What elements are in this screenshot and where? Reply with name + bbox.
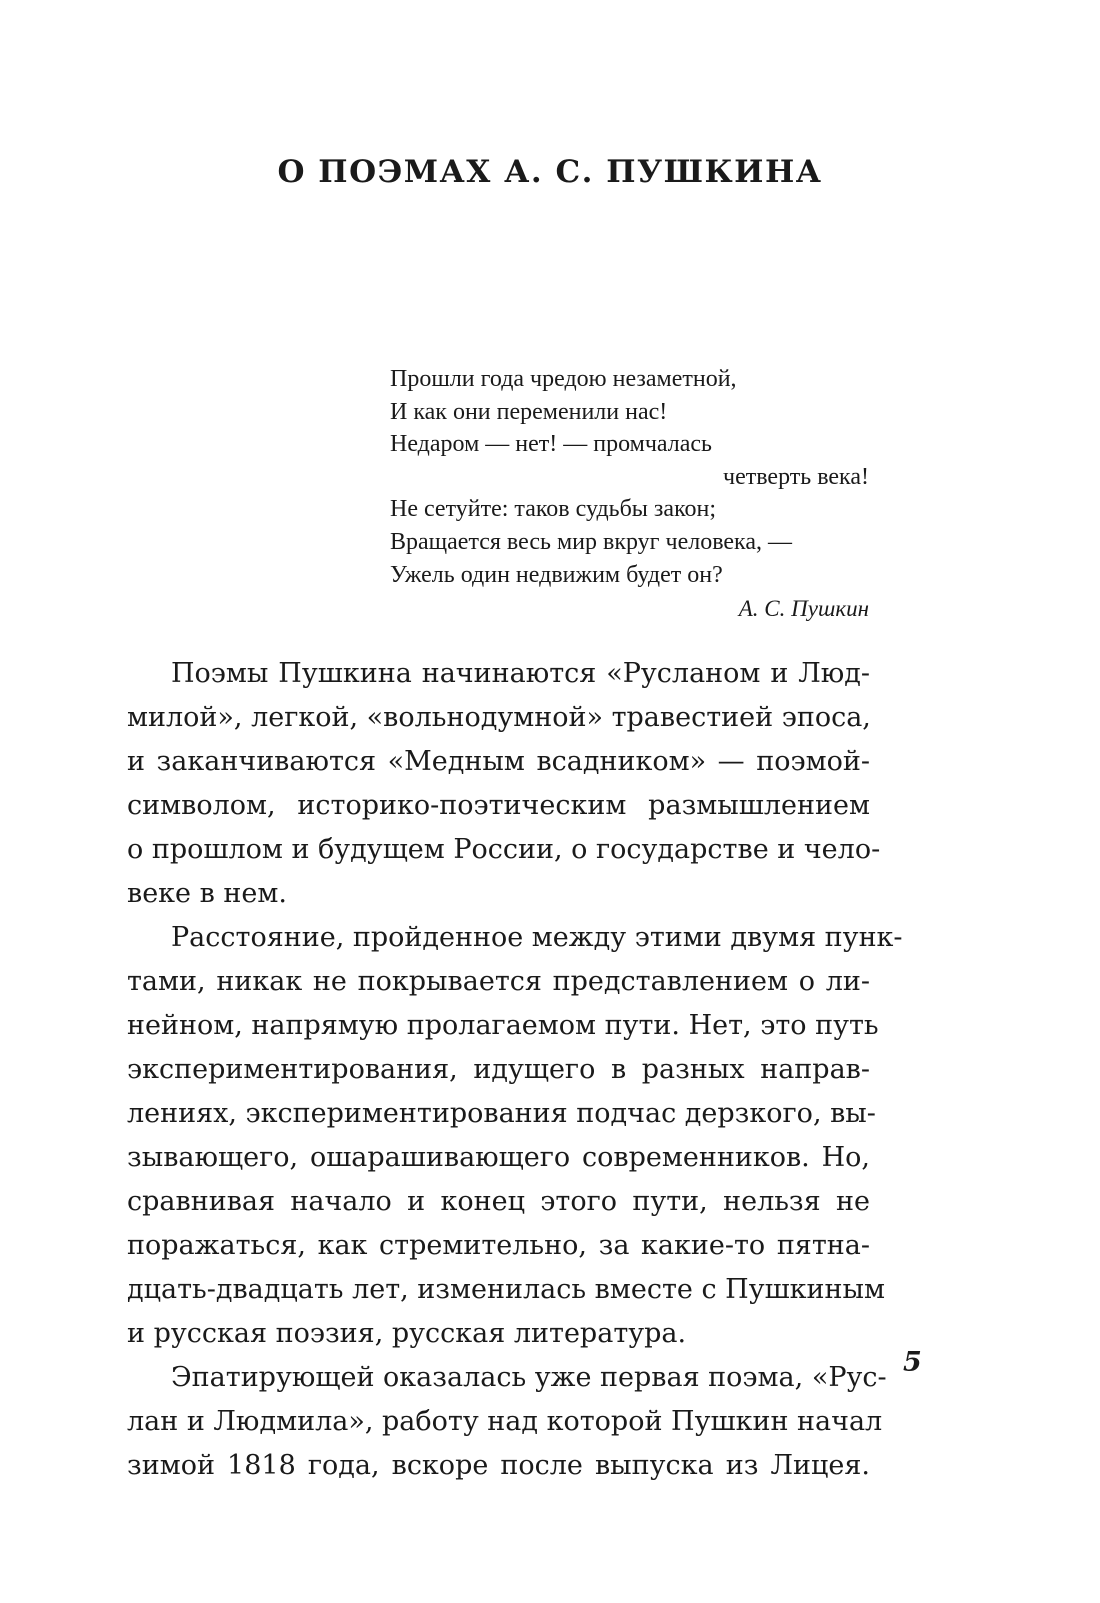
text-line: лениях, экспериментирования подчас дерзкого, вы- — [127, 1098, 876, 1129]
text-line: тами, никак не покрывается представлением о ли- — [127, 966, 870, 997]
text-line: и заканчиваются «Медным всадником» — поэмой- — [127, 746, 870, 777]
text-line: милой», легкой, «вольнодумной» травестией эпоса, — [127, 702, 871, 733]
text-line: экспериментирования, идущего в разных направ- — [127, 1054, 870, 1085]
page-number: 5 — [903, 1347, 922, 1378]
text-line: лан и Людмила», работу над которой Пушкин начал — [127, 1406, 883, 1437]
chapter-title: О ПОЭМАХ А. С. ПУШКИНА — [277, 154, 823, 190]
epigraph — [390, 363, 869, 626]
text-line: символом, историко-поэтическим размышлением — [127, 790, 870, 821]
epigraph-line: четверть века! — [723, 463, 869, 490]
text-line: сравнивая начало и конец этого пути, нельзя не — [127, 1186, 870, 1217]
text-line: Эпатирующей оказалась уже первая поэма, «Рус- — [171, 1362, 887, 1393]
text-line: веке в нем. — [127, 878, 287, 909]
text-line: зимой 1818 года, вскоре после выпуска из Лицея. — [127, 1450, 870, 1481]
text-line: и русская поэзия, русская литература. — [127, 1318, 687, 1349]
epigraph-line: Прошли года чредою незаметной, — [390, 366, 737, 392]
epigraph-line: Вращается весь мир вкруг человека, — — [390, 528, 792, 555]
text-line: Расстояние, пройденное между этими двумя пунк- — [171, 922, 903, 953]
text-line: Поэмы Пушкина начинаются «Русланом и Люд- — [171, 658, 870, 689]
epigraph-line: Ужель один недвижим будет он? — [390, 561, 723, 588]
epigraph-line: Недаром — нет! — промчалась — [390, 431, 712, 458]
epigraph-author: А. С. Пушкин — [738, 596, 869, 622]
body-text — [127, 652, 903, 1488]
epigraph-line: Не сетуйте: таков судьбы закон; — [390, 496, 717, 523]
text-line: нейном, напрямую пролагаемом пути. Нет, это путь — [127, 1010, 879, 1041]
text-line: о прошлом и будущем России, о государстве и чело- — [127, 834, 881, 865]
text-line: поражаться, как стремительно, за какие-то пятна- — [127, 1230, 870, 1261]
epigraph-line: И как они переменили нас! — [390, 398, 668, 425]
text-line: дцать-двадцать лет, изменилась вместе с Пушкиным — [127, 1274, 886, 1305]
text-line: зывающего, ошарашивающего современников. Но, — [127, 1142, 870, 1173]
